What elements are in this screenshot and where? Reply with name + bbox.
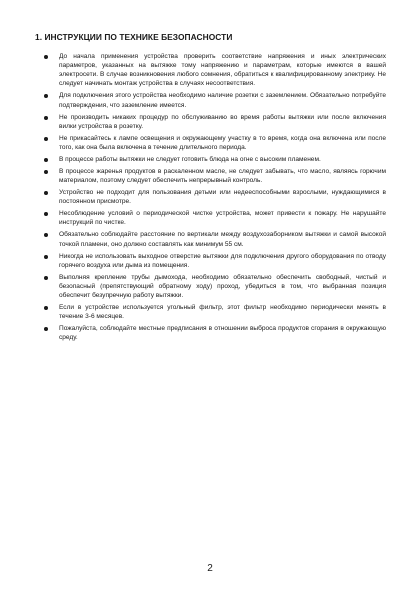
list-item [42,230,386,248]
list-item-text: До начала применения устройства проверить соответствие напряжения и иных электрических параметров, указанных на вытяжке тому напряжению и параметрам, которые имеются в вашей электросети. В случае возникновения любого сомнения, обратиться к квалифицированному электрику. Не следует начинать монтаж устройства в случаях несоответствия. [59,53,386,88]
bullet-icon [44,137,48,141]
bullet-icon [44,212,48,216]
bullet-icon [44,255,48,259]
list-item-text: Несоблюдение условий о периодической чистке устройства, может привести к пожару. Не нарушайте инструкций по чистке. [59,210,386,227]
bullet-icon [44,158,48,162]
list-item [42,134,386,152]
list-item-text: Не производить никаких процедур по обслуживанию во время работы вытяжки или после включения вилки устройства в розетку. [59,113,386,130]
bullet-icon [44,276,48,280]
list-item [42,167,386,185]
bullet-icon [44,170,48,174]
bullet-icon [44,306,48,310]
list-item-text: Для подключения этого устройства необходимо наличие розетки с заземлением. Обязательно потребуйте подтверждения, что заземление имеется. [59,92,386,109]
list-item-text: Пожалуйста, соблюдайте местные предписания в отношении выброса продуктов сгорания в окружающую среду. [59,325,386,342]
list-item-text: Устройство не подходит для пользования детьми или недееспособными взрослыми, нуждающимися в постоянном присмотре. [59,189,386,206]
list-item-text: В процессе жаренья продуктов в раскаленном масле, не следует забывать, что масло, являясь горючим материалом, поэтому следует обеспечить непрерывный контроль. [59,167,386,185]
list-item [42,209,386,227]
list-item [42,273,386,300]
bullet-icon [44,55,48,59]
safety-instructions-list [42,52,386,345]
list-item [42,188,386,206]
bullet-icon [44,94,48,98]
list-item [42,252,386,270]
list-item-text: Никогда не использовать выходное отверстие вытяжки для подключения другого оборудования по отводу горячего воздуха или дыма из помещения. [59,252,386,269]
list-item-text: Не прикасайтесь к лампе освещения и окружающему участку в то время, когда она включена или после того, как она была включена в течение длительного периода. [59,134,386,151]
bullet-icon [44,191,48,195]
list-item [42,324,386,342]
bullet-icon [44,233,48,237]
list-item [42,52,386,89]
list-item-text: В процессе работы вытяжки не следует готовить блюда на огне с высоким пламенем. [59,155,321,163]
list-item [42,113,386,131]
bullet-icon [44,327,48,331]
list-item [42,303,386,321]
list-item-text: Выполняя крепление трубы дымохода, необходимо обязательно обеспечить свободный, чистый и безопасный (препятствующий обратному ходу) проход, убедиться в том, что выбранная позиция обеспечит безупречную работу вытяжки. [59,273,386,300]
page-number: 2 [207,563,213,574]
list-item [42,91,386,109]
list-item-text: Обязательно соблюдайте расстояние по вертикали между воздухозаборником вытяжки и самой высокой точкой пламени, оно должно составлять как минимум 55 см. [59,231,386,248]
list-item [42,155,386,164]
list-item-text: Если в устройстве используется угольный фильтр, этот фильтр необходимо периодически менять в течение 3-6 месяцев. [59,304,386,321]
section-heading: 1. ИНСТРУКЦИИ ПО ТЕХНИКЕ БЕЗОПАСНОСТИ [35,32,233,42]
bullet-icon [44,116,48,120]
